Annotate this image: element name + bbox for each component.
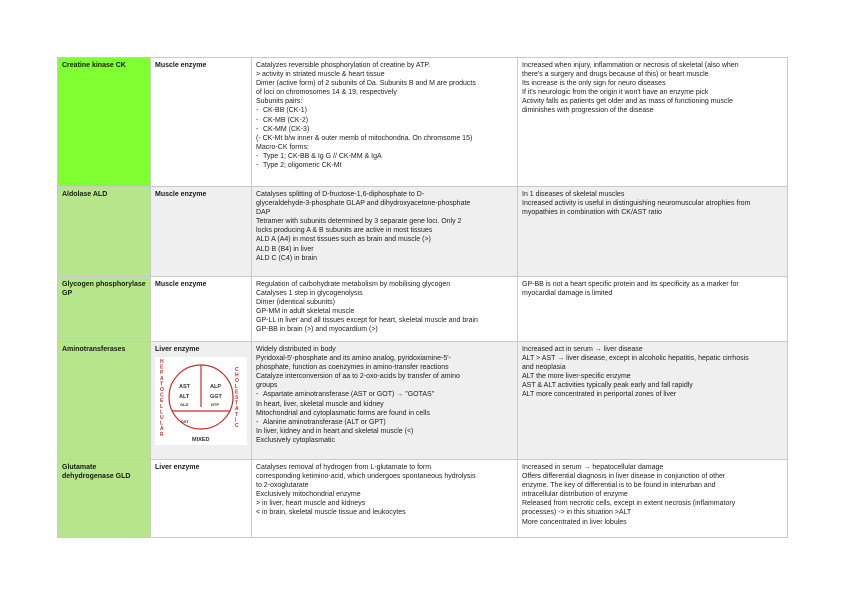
enzyme-notes: [518, 58, 788, 187]
enzyme-name: Glycogen phosphorylase GP: [58, 277, 151, 342]
bullet-item: - CK-MM (CK-3): [256, 125, 513, 134]
text-line: myocardial damage is limited: [522, 290, 613, 298]
text-line: GP-LL in liver and all tissues except for heart, skeletal muscle and brain: [256, 317, 478, 325]
diagram-item: DST: [181, 419, 189, 425]
text-line: DAP: [256, 209, 271, 217]
text-line: GP-BB in brain (>) and myocardium (>): [256, 326, 378, 334]
bullet-item: - Aspartate aminotransferase (AST or GOT) → "GOTAS": [256, 390, 513, 399]
text-line: ALT > AST → liver disease, except in alcoholic hepatitis, hepatic cirrhosis: [522, 355, 749, 363]
bullet-item: - Alanine aminotransferase (ALT or GPT): [256, 418, 513, 427]
enzyme-notes: [518, 187, 788, 277]
diagram-item: ALT: [179, 394, 190, 401]
diagram-item: ALP: [210, 384, 221, 391]
text-line: Increased act in serum → liver disease: [522, 346, 643, 353]
text-line: Macro-CK forms:: [256, 143, 309, 151]
text-line: Catalyzes reversible phosphorylation of creatine by ATP.: [256, 62, 431, 69]
table-row: [58, 187, 788, 277]
diagram-bottom-label: MIXED: [192, 437, 210, 444]
bullet-item: - Type 2; oligomeric CK-Mt: [256, 161, 513, 170]
table-row: [58, 342, 788, 460]
text-line: phosphate, function as coenzymes in amino-transfer reactions: [256, 364, 449, 372]
text-line: Subunits pairs:: [256, 98, 303, 106]
diagram-svg: [155, 357, 247, 445]
text-line: Dimer (active form) of 2 subunits of Da. Subunits B and M are products: [256, 80, 476, 88]
text-line: Its increase is the only sign for neuro diseases: [522, 80, 666, 88]
text-line: enzyme. The key of differential is to be found in interurban and: [522, 482, 716, 490]
enzyme-type: Muscle enzyme: [151, 277, 252, 342]
text-line: Catalyze interconversion of aa to 2-oxo-acids by transfer of amino: [256, 373, 460, 381]
text-line: diminishes with progression of the disease: [522, 107, 654, 115]
text-line: groups: [256, 382, 278, 390]
enzyme-type: Liver enzyme: [151, 460, 252, 538]
text-line: locks producing A & B subunits are active in most tissues: [256, 227, 433, 235]
text-line: Exclusively cytoplasmatic: [256, 436, 335, 444]
text-line: If it's neurologic from the origin it won't have an enzyme pick: [522, 89, 709, 97]
diagram-item: AST: [179, 384, 190, 391]
text-line: In liver, kidney and in heart and skeletal muscle (<): [256, 427, 414, 435]
text-line: processes) -> in this situation >ALT: [522, 509, 632, 517]
enzyme-description: [252, 342, 518, 460]
text-line: Regulation of carbohydrate metabolism by mobilising glycogen: [256, 281, 451, 288]
enzyme-description: [252, 58, 518, 187]
text-line: More concentrated in liver lobules: [522, 518, 627, 526]
text-line: > in liver, heart muscle and kidneys: [256, 500, 366, 508]
enzyme-type: [151, 342, 252, 460]
text-line: Catalyses removal of hydrogen from L-glutamate to form: [256, 464, 432, 471]
text-line: Released from necrotic cells, except in extent necrosis (inflammatory: [522, 500, 736, 508]
text-line: Exclusively mitochondrial enzyme: [256, 491, 361, 499]
text-line: intracellular distribution of enzyme: [522, 491, 628, 499]
enzyme-name: Aldolase ALD: [58, 187, 151, 277]
bullet-item: - CK-MB (CK-2): [256, 116, 513, 125]
text-line: Increased when injury, inflammation or necrosis of skeletal (also when: [522, 62, 739, 69]
text-line: Catalyses splitting of D-fructose-1,6-diphosphate to D-: [256, 191, 425, 198]
text-line: ALD B (B4) in liver: [256, 245, 314, 253]
text-line: In heart, liver, skeletal muscle and kidney: [256, 400, 384, 408]
text-line: corresponding ketimino-acid, which undergoes spontaneous hydrolysis: [256, 473, 476, 481]
enzyme-type: Muscle enzyme: [151, 58, 252, 187]
enzyme-name: Glutamate dehydrogenase GLD: [58, 460, 151, 538]
text-line: AST & ALT activities typically peak early and fall rapidly: [522, 382, 693, 390]
text-line: Tetramer with subunits determined by 3 separate gene loci. Only 2: [256, 218, 462, 226]
bullet-item: - Type 1; CK-BB & Ig G // CK-MM & IgA: [256, 152, 513, 161]
table-row: [58, 277, 788, 342]
bullet-item: - CK-BB (CK-1): [256, 106, 513, 115]
text-line: and neoplasia: [522, 364, 566, 372]
text-line: ALD A (A4) in most tissues such as brain and muscle (>): [256, 236, 431, 244]
text-line: Widely distributed in body: [256, 346, 336, 353]
text-line: Activity falls as patients get older and as mass of functioning muscle: [522, 98, 733, 106]
text-line: there's a surgery and drugs because of this) or heart muscle: [522, 71, 709, 79]
liver-enzyme-diagram: [155, 357, 247, 445]
enzyme-type: Muscle enzyme: [151, 187, 252, 277]
enzyme-description: [252, 187, 518, 277]
diagram-item: GLD: [180, 402, 189, 408]
enzyme-notes: [518, 277, 788, 342]
text-line: Pyridoxal-5'-phosphate and its amino analog, pyridoxiamine-5'-: [256, 355, 451, 363]
text-line: ALT more concentrated in periportal zones of liver: [522, 391, 677, 399]
text-line: Increased in serum → hepatocellular damage: [522, 464, 664, 471]
diagram-item: NTP: [211, 402, 219, 408]
text-line: GP-BB is not a heart specific protein and its specificity as a marker for: [522, 281, 739, 288]
enzyme-notes: [518, 342, 788, 460]
text-line: ALD C (C4) in brain: [256, 254, 318, 262]
text-line: myopathies in combination with CK/AST ratio: [522, 209, 662, 217]
text-line: Catalyses 1 step in glycogenolysis: [256, 290, 363, 298]
text-line: of loci on chromosomes 14 & 19, respectively: [256, 89, 397, 97]
text-line: > activity in striated muscle & heart tissue: [256, 71, 385, 79]
enzyme-name: Creatine kinase CK: [58, 58, 151, 187]
text-line: Increased activity is useful in distinguishing neuromuscular atrophies from: [522, 200, 751, 208]
table-row: [58, 460, 788, 538]
enzyme-type-label: Liver enzyme: [155, 346, 200, 353]
diagram-side-label: C H O L E S T A T I C: [235, 367, 239, 430]
table-row: [58, 58, 788, 187]
enzyme-notes: [518, 460, 788, 538]
text-line: Mitochondrial and cytoplasmatic forms are found in cells: [256, 409, 430, 417]
diagram-item: GGT: [210, 394, 222, 401]
text-line: glyceraldehyde-3-phosphate GLAP and dihydroxyacetone-phosphate: [256, 200, 471, 208]
diagram-side-label: H E P A T O C E L L U L A R: [160, 359, 164, 438]
text-line: GP-MM in adult skeletal muscle: [256, 308, 355, 316]
text-line: In 1 diseases of skeletal muscles: [522, 191, 625, 198]
enzyme-description: [252, 460, 518, 538]
enzyme-name: Aminotransferases: [58, 342, 151, 460]
text-line: Offers differential diagnosis in liver disease in conjunction of other: [522, 473, 726, 481]
text-line: (- CK-Mt b/w inner & outer memb of mitochondria. On chromsome 15): [256, 134, 473, 142]
text-line: < in brain, skeletal muscle tissue and leukocytes: [256, 509, 406, 517]
text-line: to 2-oxoglutarate: [256, 482, 309, 490]
enzyme-description: [252, 277, 518, 342]
enzyme-table: [57, 57, 788, 538]
text-line: ALT the more liver-specific enzyme: [522, 373, 631, 381]
text-line: Dimer (identical subunits): [256, 299, 335, 307]
